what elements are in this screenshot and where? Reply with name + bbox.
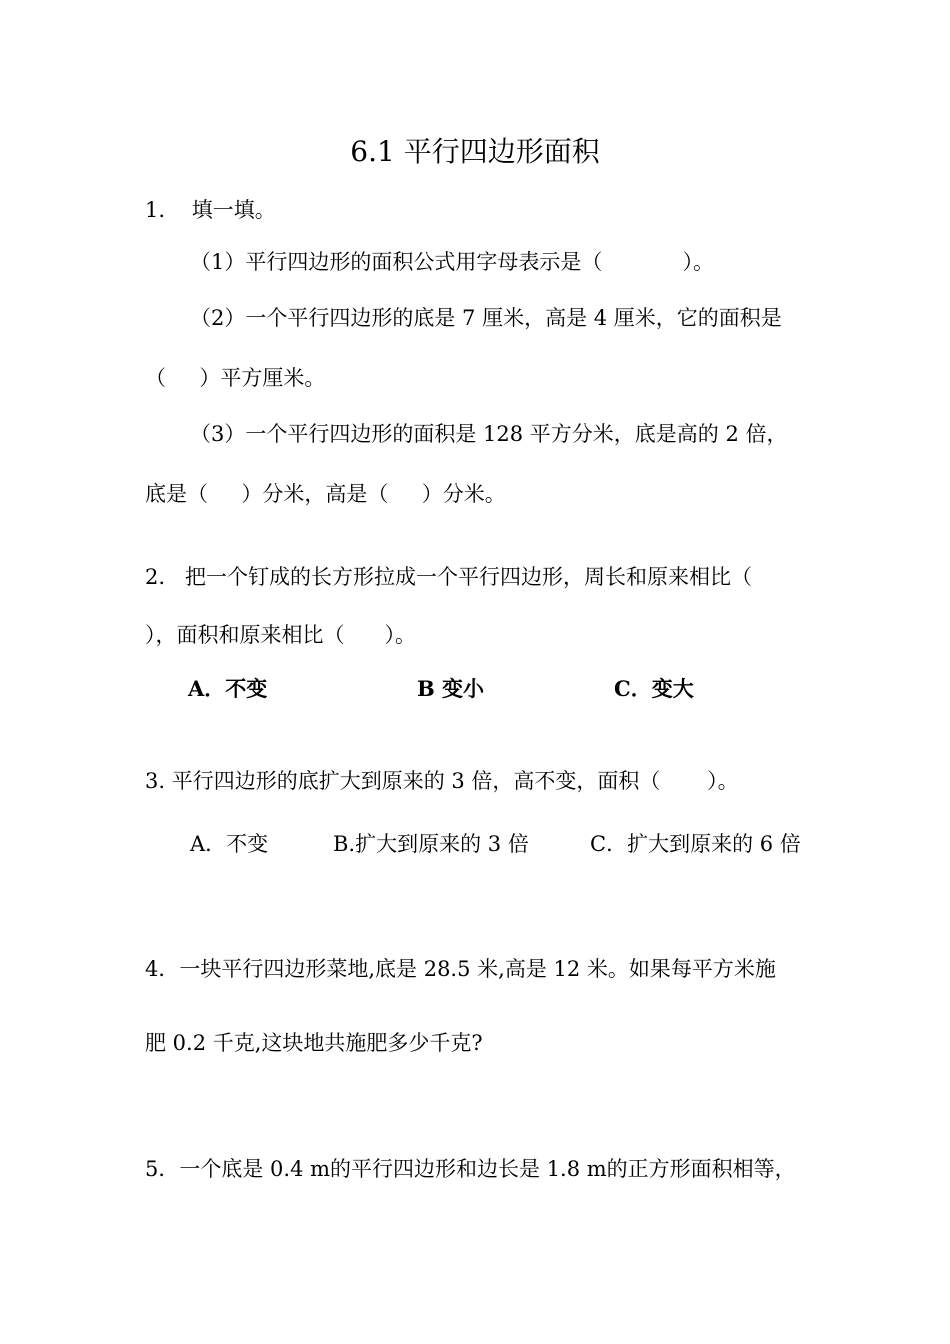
- question-1-part-1: （1）平行四边形的面积公式用字母表示是（ ）。: [190, 250, 714, 274]
- question-2-option-b: B 变小: [417, 676, 485, 701]
- question-1-part-2-line-1: （2）一个平行四边形的底是 7 厘米，高是 4 厘米，它的面积是: [190, 306, 782, 330]
- question-3-option-b: B.扩大到原来的 3 倍: [333, 832, 529, 856]
- question-2-option-c: C．变大: [614, 676, 694, 701]
- question-1-heading: 1. 填一填。: [145, 198, 276, 222]
- question-1-part-2-line-2: （ ）平方厘米。: [145, 366, 326, 390]
- question-3-option-c: C．扩大到原来的 6 倍: [590, 832, 801, 856]
- question-2-line-2: ），面积和原来相比（ ）。: [145, 623, 417, 647]
- question-4-line-1: 4．一块平行四边形菜地,底是 28.5 米,高是 12 米。如果每平方米施: [145, 957, 776, 981]
- question-5-line-1: 5．一个底是 0.4 m的平行四边形和边长是 1.8 m的正方形面积相等，: [145, 1157, 796, 1181]
- question-1-part-3-line-1: （3）一个平行四边形的面积是 128 平方分米，底是高的 2 倍，: [190, 422, 788, 446]
- question-2-line-1: 2. 把一个钉成的长方形拉成一个平行四边形，周长和原来相比（: [145, 565, 753, 589]
- question-3-option-a: A．不变: [190, 832, 269, 856]
- question-2-option-a: A．不变: [188, 676, 268, 701]
- page-title: 6.1 平行四边形面积: [350, 135, 600, 168]
- question-1-part-3-line-2: 底是（ ）分米，高是（ ）分米。: [145, 482, 506, 506]
- question-4-line-2: 肥 0.2 千克,这块地共施肥多少千克?: [145, 1031, 483, 1055]
- question-3-line-1: 3. 平行四边形的底扩大到原来的 3 倍，高不变，面积（ ）。: [145, 769, 739, 793]
